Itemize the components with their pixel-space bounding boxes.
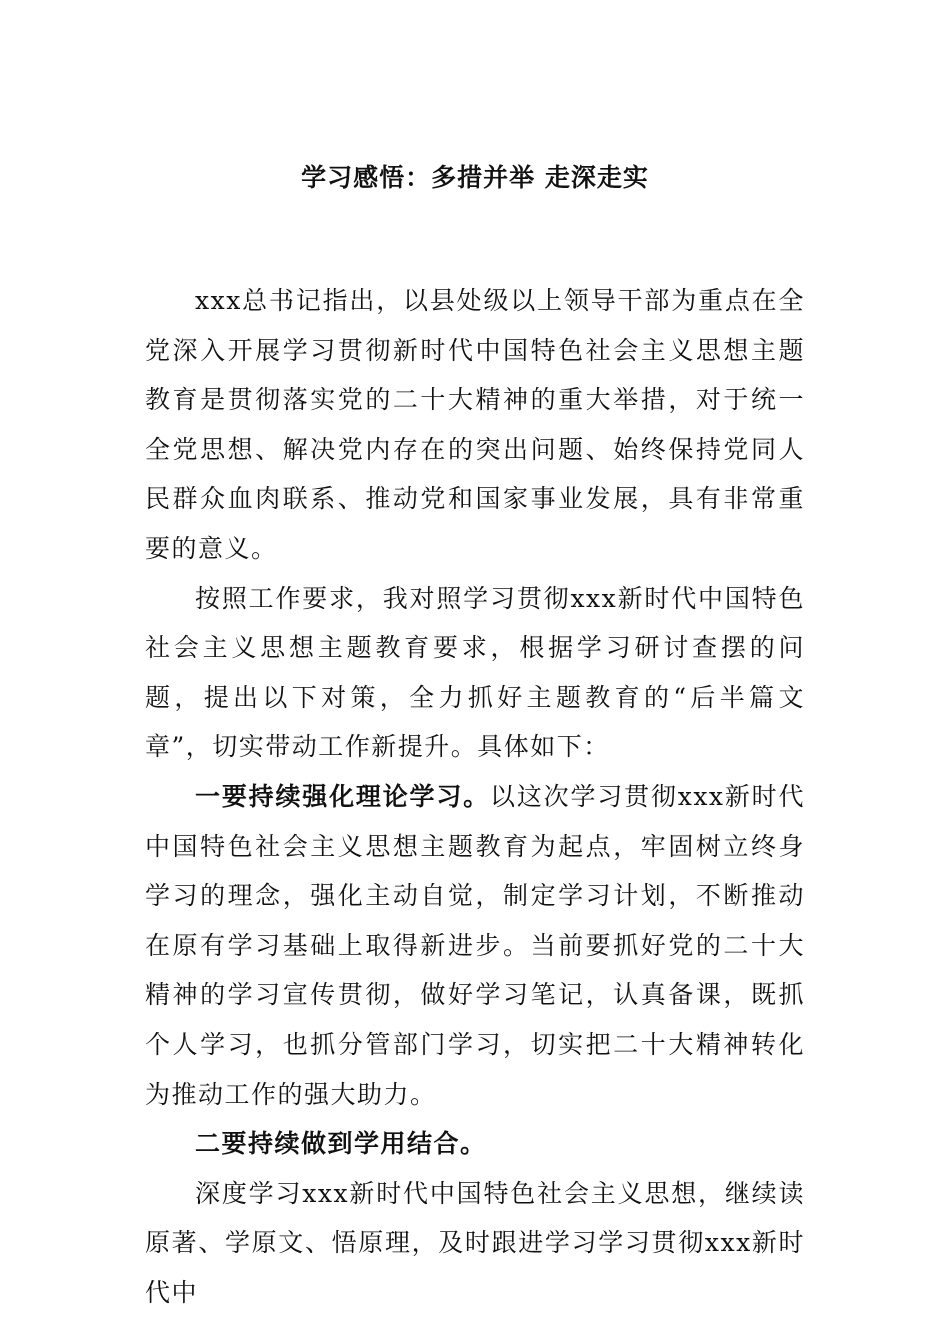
paragraph-text: xxx总书记指出，以县处级以上领导干部为重点在全党深入开展学习贯彻新时代中国特色社会主义思想主题教育是贯彻落实党的二十大精神的重大举措，对于统一全党思想、解决党内存在的突出问题、始终保持党同人民群众血肉联系、推动党和国家事业发展，具有非常重要的意义。 [145,286,805,563]
paragraph-4 [145,1119,805,1169]
paragraph-1 [145,276,805,574]
paragraph-3 [145,772,805,1119]
paragraph-text: 以这次学习贯彻xxx新时代中国特色社会主义思想主题教育为起点，牢固树立终身学习的理念，强化主动自觉，制定学习计划，不断推动在原有学习基础上取得新进步。当前要抓好党的二十大精神的学习宣传贯彻，做好学习笔记，认真备课，既抓个人学习，也抓分管部门学习，切实把二十大精神转化为推动工作的强大助力。 [145,781,805,1109]
paragraph-text: 深度学习xxx新时代中国特色社会主义思想，继续读原著、学原文、悟原理，及时跟进学习学习贯彻xxx新时代中 [145,1178,805,1307]
document-body [145,276,805,1317]
paragraph-text: 按照工作要求，我对照学习贯彻xxx新时代中国特色社会主义思想主题教育要求，根据学习研讨查摆的问题，提出以下对策，全力抓好主题教育的“后半篇文章”，切实带动工作新提升。具体如下： [145,583,805,762]
paragraph-2 [145,574,805,772]
paragraph-lead: 一要持续强化理论学习。 [195,781,490,811]
paragraph-lead: 二要持续做到学用结合。 [195,1129,487,1159]
paragraph-5 [145,1169,805,1318]
document-title: 学习感悟：多措并举 走深走实 [301,163,649,192]
